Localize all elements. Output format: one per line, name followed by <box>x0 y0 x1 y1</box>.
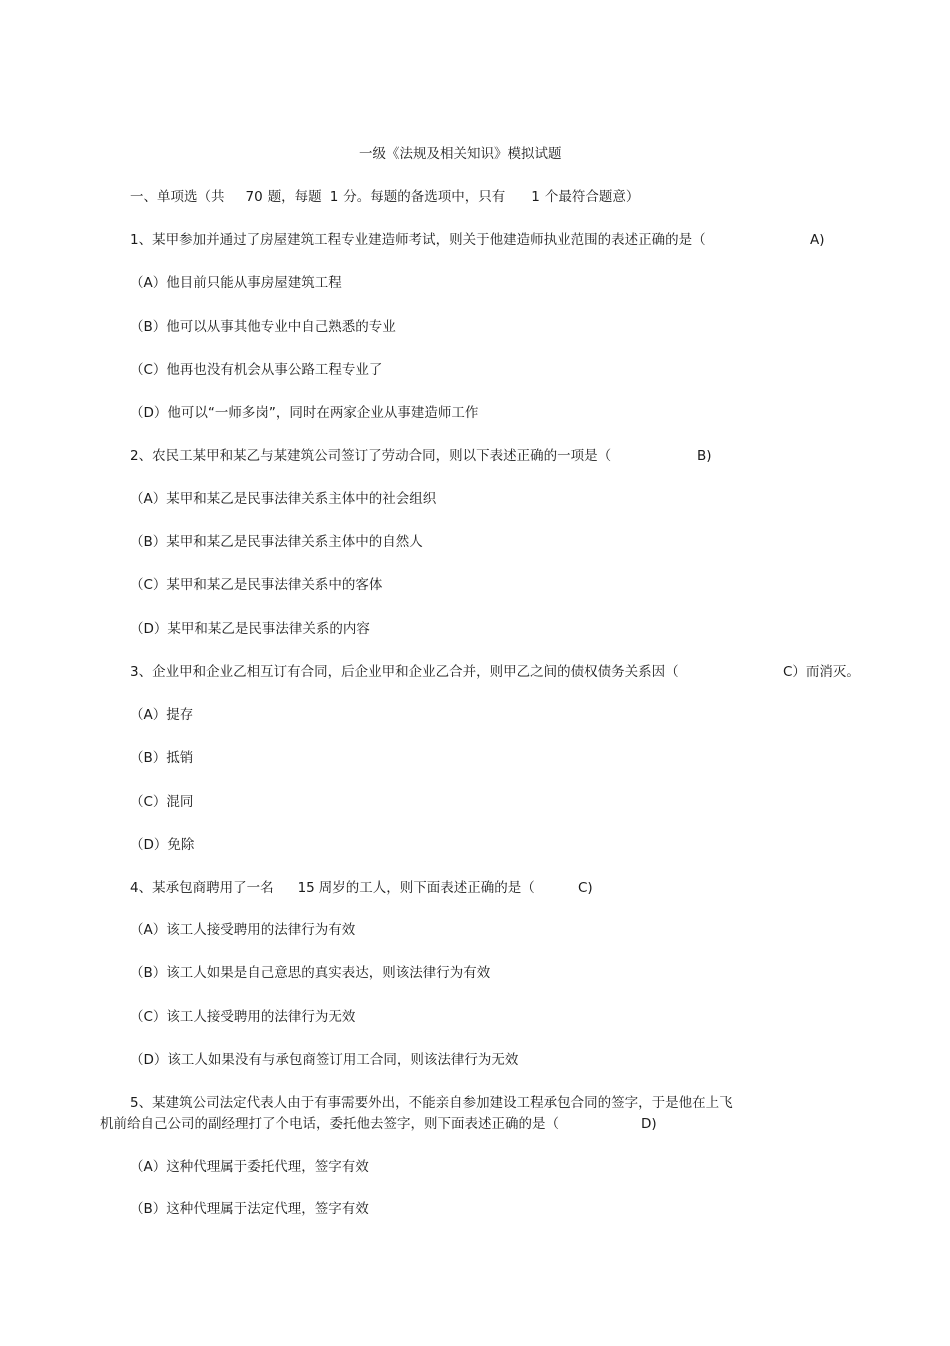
section-heading-part4: 个最符合题意） <box>544 189 640 205</box>
question-1-option-a: （A）他目前只能从事房屋建筑工程 <box>130 275 342 291</box>
question-score: 1 <box>329 189 339 205</box>
question-1-answer: A) <box>810 232 825 248</box>
worker-age: 15 <box>297 880 315 896</box>
section-heading-part2: 题，每题 <box>267 189 322 205</box>
question-2-option-d: （D）某甲和某乙是民事法律关系的内容 <box>130 621 370 637</box>
question-5-stem-line1: 5、某建筑公司法定代表人由于有事需要外出，不能亲自参加建设工程承包合同的签字，于是他在上飞 <box>130 1095 733 1111</box>
question-2-option-a: （A）某甲和某乙是民事法律关系主体中的社会组织 <box>130 491 437 507</box>
question-5-answer: D) <box>641 1116 657 1132</box>
question-3-answer: C）而消灭。 <box>783 664 860 680</box>
question-3-option-a: （A）提存 <box>130 707 194 723</box>
question-4-answer: C) <box>578 880 593 896</box>
question-3-option-d: （D）免除 <box>130 837 195 853</box>
question-5-option-b: （B）这种代理属于法定代理，签字有效 <box>130 1201 369 1217</box>
question-2-option-b: （B）某甲和某乙是民事法律关系主体中的自然人 <box>130 534 423 550</box>
question-1-option-d: （D）他可以“一师多岗”，同时在两家企业从事建造师工作 <box>130 405 479 421</box>
question-3-option-c: （C）混同 <box>130 794 194 810</box>
question-count: 70 <box>245 189 263 205</box>
question-1-option-c: （C）他再也没有机会从事公路工程专业了 <box>130 362 383 378</box>
question-2-option-c: （C）某甲和某乙是民事法律关系中的客体 <box>130 577 383 593</box>
question-4-option-b: （B）该工人如果是自己意思的真实表达，则该法律行为有效 <box>130 965 491 981</box>
page-title: 一级《法规及相关知识》模拟试题 <box>359 146 562 162</box>
question-4-option-c: （C）该工人接受聘用的法律行为无效 <box>130 1009 356 1025</box>
section-heading-part1: 一、单项选（共 <box>130 189 225 205</box>
question-4-option-a: （A）该工人接受聘用的法律行为有效 <box>130 922 356 938</box>
best-option-count: 1 <box>531 189 540 205</box>
question-5-stem-line2: 机前给自己公司的副经理打了个电话，委托他去签字，则下面表述正确的是（ <box>100 1116 559 1132</box>
question-4-option-d: （D）该工人如果没有与承包商签订用工合同，则该法律行为无效 <box>130 1052 519 1068</box>
question-3-option-b: （B）抵销 <box>130 750 194 766</box>
question-1-stem: 1、某甲参加并通过了房屋建筑工程专业建造师考试，则关于他建造师执业范围的表述正确的是（ <box>130 232 706 248</box>
question-1-option-b: （B）他可以从事其他专业中自己熟悉的专业 <box>130 319 396 335</box>
question-2-answer: B) <box>697 448 712 464</box>
section-heading <box>130 188 639 206</box>
question-4-stem-part2: 周岁的工人，则下面表述正确的是（ <box>318 880 535 896</box>
section-heading-part3: 分。每题的备选项中，只有 <box>343 189 506 205</box>
question-4-stem <box>130 879 535 897</box>
question-3-stem: 3、企业甲和企业乙相互订有合同，后企业甲和企业乙合并，则甲乙之间的债权债务关系因（ <box>130 664 679 680</box>
question-5-option-a: （A）这种代理属于委托代理，签字有效 <box>130 1159 369 1175</box>
question-2-stem: 2、农民工某甲和某乙与某建筑公司签订了劳动合同，则以下表述正确的一项是（ <box>130 448 612 464</box>
question-4-stem-part1: 4、某承包商聘用了一名 <box>130 880 274 896</box>
